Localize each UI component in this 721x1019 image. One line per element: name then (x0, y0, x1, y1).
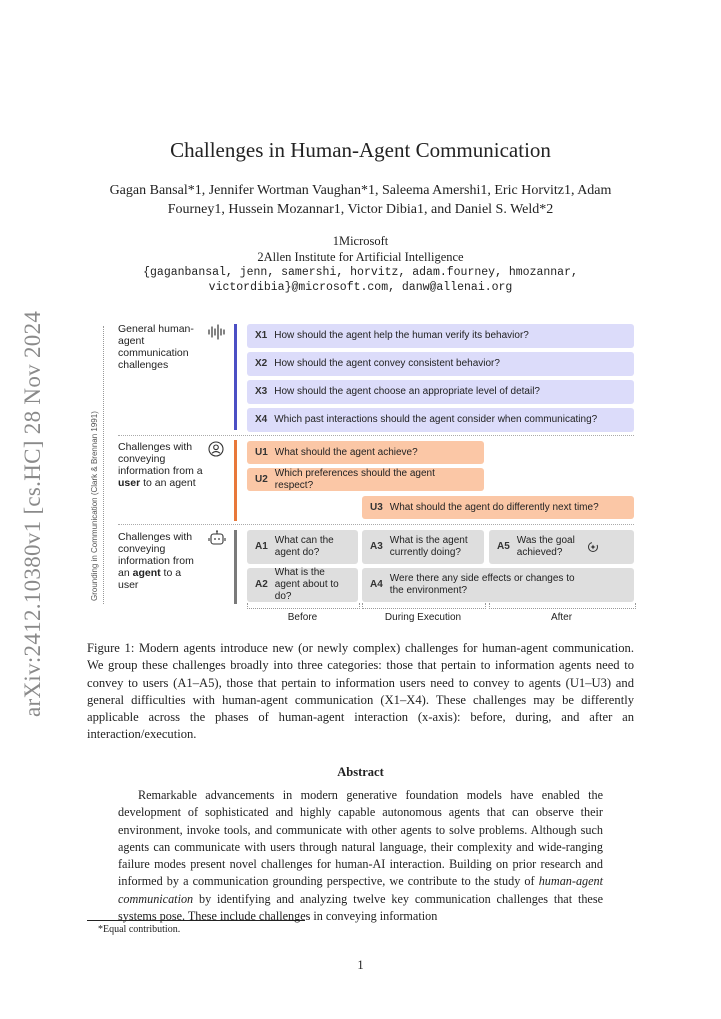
card-code: A1 (255, 541, 268, 552)
category-agent-bold: agent (132, 567, 161, 579)
card-code: U3 (370, 501, 383, 513)
card-text: Which preferences should the agent respect? (274, 467, 435, 491)
emails-line-1: {gaganbansal, jenn, samershi, horvitz, adam.fourney, hmozannar, (143, 266, 578, 279)
category-agent-post: to a user (118, 567, 182, 591)
soundwave-icon (207, 324, 227, 340)
affiliation-allen: 2Allen Institute for Artificial Intelligence (257, 250, 464, 264)
category-user-pre: Challenges with conveying information from a (118, 441, 203, 477)
figure-caption: Figure 1: Modern agents introduce new (or newly complex) challenges for human-agent communication. We group these challenges broadly into three categories: those that pertain to information agents need to convey to users (A1–A5), those that pertain to information users need to convey to agents (U1–U3) and general difficulties with human-agent communication (X1–X4). These challenges may be differently applicable across the phases of human-agent interaction (x-axis): before, during, and after an interaction/execution. (87, 641, 634, 742)
card-code: A5 (497, 541, 510, 552)
general-bar (234, 324, 237, 430)
category-user-post: to an agent (143, 477, 196, 489)
challenge-card-u3 (362, 496, 634, 519)
phase-bracket-during (362, 603, 486, 609)
footnote-rule (87, 920, 305, 921)
card-text: What is the agent currently doing? (389, 535, 468, 558)
phase-bracket-before (247, 603, 360, 609)
abstract-emphasis: human-agent communication (118, 874, 604, 906)
card-code: X3 (255, 386, 268, 397)
card-code: X1 (255, 330, 268, 341)
card-text: How should the agent convey consistent behavior? (274, 358, 500, 369)
card-text: What should the agent do differently next time? (389, 501, 599, 513)
category-agent-pre: Challenges with conveying information from an (118, 531, 194, 579)
card-text: Was the goal achieved? (516, 535, 575, 558)
card-code: X4 (255, 414, 268, 425)
affiliation-microsoft: 1Microsoft (332, 234, 389, 248)
page-number: 1 (357, 958, 364, 972)
card-text: What is the agent about to do? (274, 567, 339, 602)
card-text: Were there any side effects or changes to the environment? (389, 573, 575, 596)
card-text: How should the agent choose an appropriate level of detail? (274, 386, 540, 397)
card-text: How should the agent help the human verify its behavior? (274, 330, 529, 341)
card-code: U2 (255, 473, 268, 485)
authors-line-2: Fourney1, Hussein Mozannar1, Victor Dibia1, and Daniel S. Weld*2 (167, 202, 554, 217)
footnote: *Equal contribution. (98, 924, 181, 935)
grounding-axis-line (103, 326, 104, 604)
challenge-card-x2 (247, 352, 634, 376)
abstract-body (118, 787, 603, 925)
challenge-card-x3 (247, 380, 634, 404)
emails-line-2: victordibia}@microsoft.com, danw@allenai.org (208, 281, 513, 294)
challenge-card-x4 (247, 408, 634, 432)
challenge-card-u1 (247, 441, 484, 464)
card-code: X2 (255, 358, 268, 369)
abstract-post: by identifying and analyzing twelve key communication challenges that these systems pose. These include challenges in conveying information (118, 891, 603, 924)
challenge-card-a4 (362, 568, 634, 602)
sparkle-icon (587, 541, 599, 553)
abstract-heading: Abstract (337, 765, 384, 779)
challenge-card-x1 (247, 324, 634, 348)
challenge-card-a3 (362, 530, 484, 564)
phase-label-after: After (550, 612, 573, 623)
challenge-card-a2 (247, 568, 358, 602)
affiliations (80, 233, 641, 265)
user-bar (234, 440, 237, 521)
category-general: General human-agent communication challenges (118, 323, 194, 371)
challenge-card-a1 (247, 530, 358, 564)
category-user-to-agent (118, 441, 206, 489)
paper-title: Challenges in Human-Agent Communication (170, 138, 551, 162)
abstract-pre: Remarkable advancements in modern generative foundation models have enabled the development of sophisticated and highly capable autonomous agents that can observe their environment, invoke tools, and communicate with other agents to solve problems. Although such agents can communicate with users through natural language, their complexity and wide-ranging failure modes present novel challenges for human-AI interaction. Building on prior research and informed by a communication grounding perspective, we contribute to the study of (118, 788, 603, 889)
card-code: U1 (255, 446, 268, 458)
author-list (80, 181, 641, 219)
category-agent-to-user (118, 531, 198, 591)
challenge-card-a5 (489, 530, 634, 564)
card-text: Which past interactions should the agent consider when communicating? (274, 414, 598, 425)
separator-user-agent (118, 524, 634, 525)
card-text: What can the agent do? (274, 535, 334, 558)
agent-bar (234, 530, 237, 604)
phase-label-before: Before (287, 612, 318, 623)
card-text: What should the agent achieve? (274, 446, 418, 458)
arxiv-side-stamp: arXiv:2412.10380v1 [cs.HC] 28 Nov 2024 (20, 310, 45, 717)
separator-general-user (118, 435, 634, 436)
card-code: A3 (370, 541, 383, 552)
card-code: A2 (255, 579, 268, 590)
card-code: A4 (370, 579, 383, 590)
phase-label-during: During Execution (384, 612, 462, 623)
author-emails (80, 265, 641, 295)
challenge-card-u2 (247, 468, 484, 491)
user-icon (208, 441, 224, 457)
authors-line-1: Gagan Bansal*1, Jennifer Wortman Vaughan*1, Saleema Amershi1, Eric Horvitz1, Adam (109, 183, 612, 198)
grounding-label: Grounding in Communication (Clark & Brennan 1991) (90, 411, 99, 601)
robot-icon (208, 530, 226, 546)
category-user-bold: user (118, 477, 141, 489)
phase-bracket-after (489, 603, 636, 609)
